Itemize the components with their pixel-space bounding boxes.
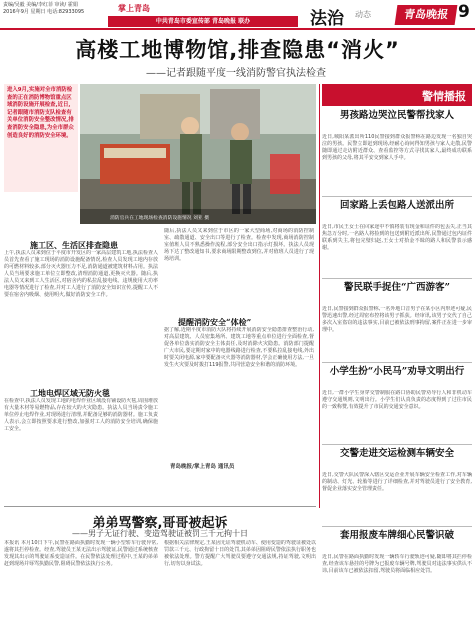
- article-column-1b: 在检查中,执法人员发现工地的电焊作业区域没有铺设防火毯,周围堆放有大量木材等易燃物品,存在较大的火灾隐患。执法人员当场责令施工单位停止电焊作业,对现场进行清理,并配备足够的消防器材。施工负责人表示,会立即按照要求进行整改,加强对工人的消防安全培训,确保施工安全。: [4, 398, 158, 432]
- photo-caption: 消防官兵在工地现场检查消防设施情况 刘亚 摄: [110, 216, 209, 221]
- sidebar-item-5-body: 近日,交警大队民警深入辖区交运企业开展车辆安全检查工作,对车辆的制动、灯光、轮胎等进行了详细检查,并对驾驶员进行了安全教育,督促企业落实安全管理责任。: [322, 472, 472, 492]
- article-column-2a: 随后,执法人员又来到位于市区的一家大型商场,对商场的消防控制室、疏散通道、安全出口等进行了检查。检查中发现,商场消防控制室值班人员不熟悉操作流程,部分安全出口指示灯损坏。执法人员现场下达了整改通知书,要求商场限期整改到位,并对值班人员进行了现场培训。: [164, 228, 314, 262]
- article-byline: 青岛晚报/掌上青岛 通讯员: [170, 464, 235, 470]
- sidebar-item-1-title: 男孩路边哭泣民警帮找家人: [339, 110, 454, 121]
- sidebar-item-3-body: 近日,民警接到群众报警称,一名外地口音男子在某小区内形迹可疑,民警迅速出警,经过周密布控将该男子抓获。经审讯,该男子交代了自己多次入室盗窃的违法事实,目前已被依法刑事拘留,案件正在进一步审理中。: [322, 306, 472, 333]
- story2-column-b: 根据相关法律规定,王某因无证驾驶机动车、使用变造的驾驶证被处以罚款三千元、行政拘留十日的处罚,其弟弟因阻碍民警依法执行职务也被依法处理。警方提醒广大驾驶员要遵守交通法规,持证驾驶,文明出行,切勿以身试法。: [164, 540, 316, 567]
- newspaper-logo: 青岛晚报: [395, 5, 458, 25]
- masthead: [0, 0, 475, 30]
- section-subtitle: 动态: [355, 10, 371, 19]
- sidebar-item-6-body: 近日,民警在路面执勤时发现一辆轿车行驶轨迹可疑,随即将其拦停检查,经查该车悬挂的号牌为已报废车辆号牌,驾驶员对违法事实供认不讳,目前该车已被依法扣留,驾驶员将面临相应处罚。: [322, 554, 472, 574]
- date-line: 2016年9月 星期日 电话:82933095: [3, 9, 85, 15]
- story2-column-a: 本报讯 本月10日下午,民警在路面执勤时发现一辆小型轿车行驶异常,遂将其拦停检查。经查,驾驶员王某无法出示驾驶证,民警通过系统核查发现其出示的驾驶证系变造证件。在民警依法处理过程中,王某的弟弟赶到现场并辱骂执勤民警,阻碍民警依法执行公务。: [4, 540, 158, 567]
- sidebar-divider: [322, 444, 472, 445]
- masthead-info: [3, 2, 84, 16]
- article-column-1a: 上午,执法人员来到位于平度市开发区的一家高层建筑工地,执法检查人员首先查看了施工现场的消防设施配备情况,检查人员发现工地内存放的可燃材料较多,部分灭火器压力不足,消防通道被建筑材料占用。执法人员当场要求施工单位立即整改,清理消防通道,更换灭火器。随后,执法人员又来到工人生活区,对宿舍内的私拉乱接电线、违规使用大功率电器等情况进行了检查,并对工人进行了消防安全知识宣传,提醒工人不要在宿舍内吸烟、使用明火,做好消防安全工作。: [4, 250, 158, 298]
- page-number: 9: [458, 2, 470, 22]
- story2-headline: 弟弟骂警察,哥哥被起诉: [92, 516, 228, 531]
- subheadline: ——记者跟随平度一线消防警官执法检查: [146, 68, 326, 79]
- sidebar-header: [322, 84, 472, 106]
- sidebar-item-5-title: 交警走进交运检测车辆安全: [339, 448, 454, 459]
- column-divider: [319, 84, 320, 508]
- sidebar-item-4-body: 近日,一群小学生身穿交警制服在路口协助民警劝导行人和非机动车遵守交通规则,文明出行。小学生们认真负责的态度得到了过往市民的一致称赞,有效提升了市民的交通安全意识。: [322, 390, 472, 410]
- editor-line: 责编/吴毅 美编/李红菲 审读/ 霍娟: [3, 2, 78, 8]
- photo-illustration: [80, 84, 316, 224]
- article-subhead-3: 提醒消防安全“体检”: [178, 317, 252, 327]
- sidebar-divider: [322, 196, 472, 197]
- sidebar-divider: [322, 526, 472, 527]
- article-subhead-1: 施工区、生活区排查隐患: [30, 240, 118, 250]
- lead-box: [4, 84, 78, 192]
- headline: 高楼工地博物馆,排查隐患“消火”: [75, 38, 400, 62]
- sidebar-item-1-body: 近日,城阳某派出所110民警接到群众报警称在路边发现一名独自哭泣的男孩。民警立即赶到现场,经耐心询问得知男孩与家人走散,民警随即通过走访附近群众、查看监控等方式寻找其家人,最终成功联系到男孩的父母,将其平安交到家人手中。: [322, 134, 472, 161]
- section-title: 法治: [310, 9, 344, 29]
- sidebar-item-4-title: 小学生扮“小民马”劝导文明出行: [329, 366, 465, 377]
- sidebar-item-2-title: 回家路上丢包路人送派出所: [339, 200, 454, 211]
- sidebar-header-title: 警情播报: [422, 90, 466, 103]
- app-name: 掌上青岛: [118, 4, 150, 13]
- sidebar-item-6-title: 套用报废车牌细心民警识破: [339, 530, 454, 541]
- sidebar-item-3-title: 警民联手捉住“广西游客”: [344, 282, 450, 293]
- lead-text: 进入9月,实施对全市消防检查的正在消防博物馆重点区域消防设施开展检查,近日,记者跟随市消防支队检查有关单位消防安全整改情况,排查消防安全隐患,为全市群众创造良好的消防安全环境。: [7, 87, 74, 139]
- story-divider: [4, 506, 316, 507]
- sidebar-item-2-body: 近日,市民王女士在回家途中不慎将装有现金和证件的包丢失,正当其焦急万分时,一名路人将捡到的包送到附近派出所,民警通过包内证件联系到失主,将包完璧归赵,王女士对拾金不昧的路人和民警表示感谢。: [322, 224, 472, 251]
- news-photo: [80, 84, 316, 224]
- sidebar-divider: [322, 362, 472, 363]
- article-column-2b: 据了解,近期平度市消防大队将持续开展消防安全隐患排查整治行动,对高层建筑、人员密集场所、建筑工地等重点单位进行全面检查,督促各单位落实消防安全主体责任,及时消除火灾隐患。消防部门提醒广大市民,要定期对家中的电器线路进行检查,不要私拉乱接电线,外出时要关闭电源,家中要配备灭火器等消防器材,学会正确使用方法,一旦发生火灾要及时拨打119报警,共同营造安全和谐的消防环境。: [164, 327, 314, 368]
- article-subhead-2: 工地电焊区域无防火毯: [30, 388, 110, 398]
- story2-subheadline: ——男子无证行驶、变造驾驶证被罚三千元拘十日: [72, 529, 248, 538]
- sidebar-divider: [322, 278, 472, 279]
- masthead-banner: 中共青岛市委宣传部 青岛晚报 联办: [108, 16, 298, 27]
